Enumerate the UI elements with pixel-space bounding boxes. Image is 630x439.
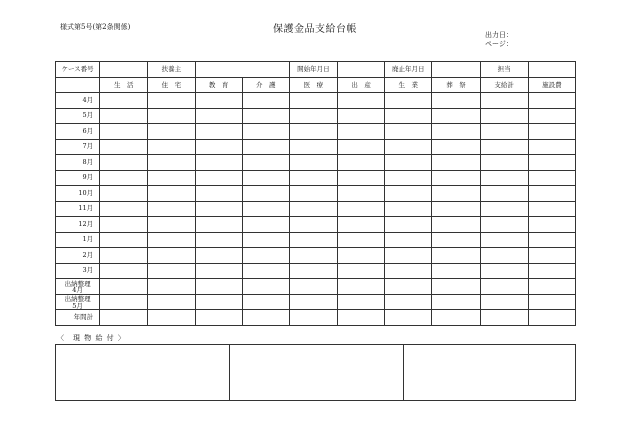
month-label: 2月 [56,248,100,264]
month-row [56,201,576,217]
col-header-total: 支給計 [480,78,528,93]
header-row-2 [56,78,576,93]
month-label: 3月 [56,263,100,279]
case-number-label: ケース番号 [56,62,100,78]
month-row [56,108,576,124]
month-label: 6月 [56,124,100,140]
month-label: 12月 [56,217,100,233]
month-label: 1月 [56,232,100,248]
month-label: 7月 [56,139,100,155]
end-date-label: 廃止年月日 [385,62,432,78]
start-date-label: 開始年月日 [289,62,337,78]
month-row [56,124,576,140]
month-row [56,248,576,264]
payment-ledger-table [55,61,576,326]
month-label: 11月 [56,201,100,217]
col-header-nursing: 介 護 [242,78,289,93]
month-label: 4月 [56,93,100,109]
month-row [56,186,576,202]
month-row [56,139,576,155]
end-date-value [432,62,480,78]
in-kind-benefits-box [55,344,576,401]
staff-value [528,62,575,78]
month-label: 9月 [56,170,100,186]
month-row [56,93,576,109]
col-header-facility: 施設費 [528,78,575,93]
month-row [56,170,576,186]
col-header-childbirth: 出 産 [338,78,385,93]
adjustment-label: 出納整理 5月 [56,294,100,310]
page-number-label: ページ： [485,40,513,48]
box-divider [403,345,404,400]
document-title: 保護金品支給台帳 [273,24,357,35]
col-header-medical: 医 療 [289,78,337,93]
col-header-education: 教 育 [195,78,242,93]
month-label: 8月 [56,155,100,171]
box-divider [229,345,230,400]
month-row [56,217,576,233]
adjustment-row [56,279,576,295]
month-label: 10月 [56,186,100,202]
col-header-funeral: 葬 祭 [432,78,480,93]
month-row [56,263,576,279]
annual-total-row [56,310,576,326]
in-kind-benefits-label: 〈 現 物 給 付 〉 [57,334,126,342]
month-label: 5月 [56,108,100,124]
form-number: 様式第5号(第2条関係) [60,23,131,31]
col-header-occupation: 生 業 [385,78,432,93]
month-row [56,155,576,171]
annual-total-label: 年間計 [56,310,100,326]
header-blank-cell [56,78,100,93]
start-date-value [338,62,385,78]
case-number-value [100,62,148,78]
col-header-living: 生 活 [100,78,148,93]
header-row-1 [56,62,576,78]
col-header-housing: 住 宅 [148,78,195,93]
month-row [56,232,576,248]
recipient-value [195,62,289,78]
staff-label: 担当 [480,62,528,78]
output-date-label: 出力日： [485,31,513,39]
recipient-label: 扶養主 [148,62,195,78]
adjustment-label: 出納整理 4月 [56,279,100,295]
adjustment-row [56,294,576,310]
